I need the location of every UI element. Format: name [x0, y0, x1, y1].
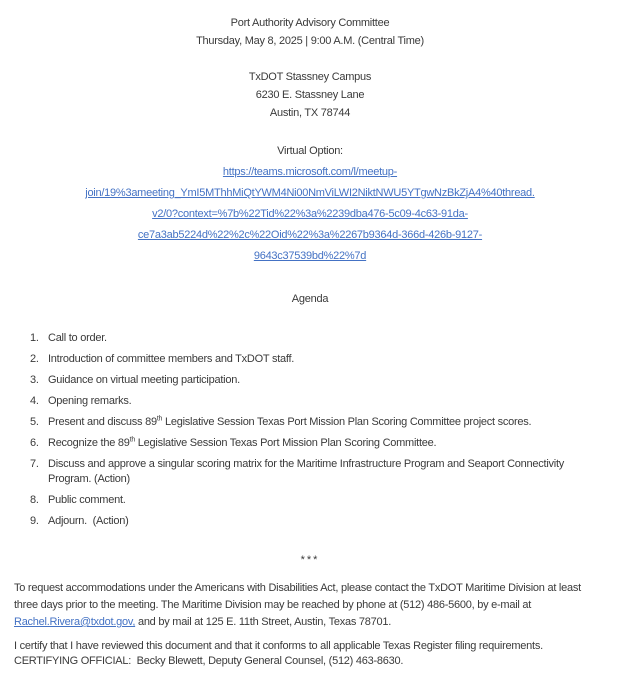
email-link[interactable]: Rachel.Rivera@txdot.gov,: [14, 616, 136, 628]
certifying-official: CERTIFYING OFFICIAL: Becky Blewett, Deputy General Counsel, (512) 463-8630.: [14, 655, 404, 667]
ada-notice: [14, 580, 606, 631]
agenda-item: [14, 352, 606, 367]
teams-link-line[interactable]: https://teams.microsoft.com/l/meetup-: [222, 166, 398, 178]
agenda-heading: Agenda: [291, 293, 329, 305]
agenda-item-number: 4.: [30, 395, 39, 407]
agenda-item-text: Public comment.: [48, 494, 126, 506]
teams-link-line[interactable]: ce7a3ab5224d%22%2c%22Oid%22%3a%2267b9364d-366d-426b-9127-: [137, 229, 483, 241]
certify-statement: I certify that I have reviewed this document and that it conforms to all applicable Texas Register filing requirements.: [14, 640, 543, 652]
location-campus: TxDOT Stassney Campus: [248, 71, 372, 83]
agenda-item: [14, 331, 606, 346]
agenda-item-text: Recognize the 89th Legislative Session Texas Port Mission Plan Scoring Committee.: [48, 436, 437, 449]
agenda-item-number: 3.: [30, 374, 39, 386]
teams-meeting-link[interactable]: [14, 162, 606, 267]
agenda-item-number: 2.: [30, 353, 39, 365]
agenda-item-text: Introduction of committee members and TxDOT staff.: [48, 353, 295, 365]
teams-link-line[interactable]: v2/0?context=%7b%22Tid%22%3a%2239dba476-5c09-4c63-91da-: [152, 208, 468, 220]
agenda-item: [14, 415, 606, 430]
agenda-item-number: 7.: [30, 458, 39, 470]
agenda-item-number: 8.: [30, 494, 39, 506]
agenda-item-text: Guidance on virtual meeting participation.: [48, 374, 240, 386]
certification-block: [14, 639, 606, 669]
location-block: [14, 68, 606, 122]
teams-link-line[interactable]: 9643c37539bd%22%7d: [253, 250, 367, 262]
agenda-item: [14, 373, 606, 388]
doc-header: [14, 14, 606, 50]
teams-link-line[interactable]: join/19%3ameeting_YmI5MThhMiQtYWM4Ni00NmViLWI2NiktNWU5YTgwNzBkZjA4%40thread.: [85, 187, 535, 199]
agenda-item-number: 9.: [30, 515, 39, 527]
agenda-item: [14, 394, 606, 409]
agenda-item-text: Discuss and approve a singular scoring matrix for the Maritime Infrastructure Program and Seaport Connectivity Program. (Action): [48, 458, 567, 485]
agenda-item-text: Call to order.: [48, 332, 107, 344]
location-city: Austin, TX 78744: [269, 107, 351, 119]
agenda-item-text: Adjourn. (Action): [48, 515, 129, 527]
ordinal-suffix: th: [129, 436, 135, 444]
agenda-item-number: 6.: [30, 437, 39, 449]
location-street: 6230 E. Stassney Lane: [255, 89, 365, 101]
agenda-item: [14, 457, 606, 487]
section-separator: ***: [300, 554, 320, 566]
agenda-item-number: 5.: [30, 416, 39, 428]
ada-notice-text-before: To request accommodations under the Americans with Disabilities Act, please contact the TxDOT Maritime Division at least three days prior to the meeting. The Maritime Division may be reached by phone at (512) 486-5600, by e-mail at: [14, 582, 584, 611]
doc-title: Port Authority Advisory Committee: [230, 17, 390, 29]
agenda-item-text: Present and discuss 89th Legislative Session Texas Port Mission Plan Scoring Committee project scores.: [48, 415, 532, 428]
agenda-item-number: 1.: [30, 332, 39, 344]
virtual-option-label: Virtual Option:: [277, 145, 343, 157]
agenda-list: [14, 331, 606, 529]
agenda-item: [14, 514, 606, 529]
ada-notice-text-after: and by mail at 125 E. 11th Street, Austin, Texas 78701.: [135, 616, 392, 628]
agenda-item-text: Opening remarks.: [48, 395, 132, 407]
agenda-item: [14, 436, 606, 451]
agenda-item: [14, 493, 606, 508]
ordinal-suffix: th: [156, 415, 163, 423]
doc-datetime: Thursday, May 8, 2025 | 9:00 A.M. (Central Time): [196, 35, 424, 47]
